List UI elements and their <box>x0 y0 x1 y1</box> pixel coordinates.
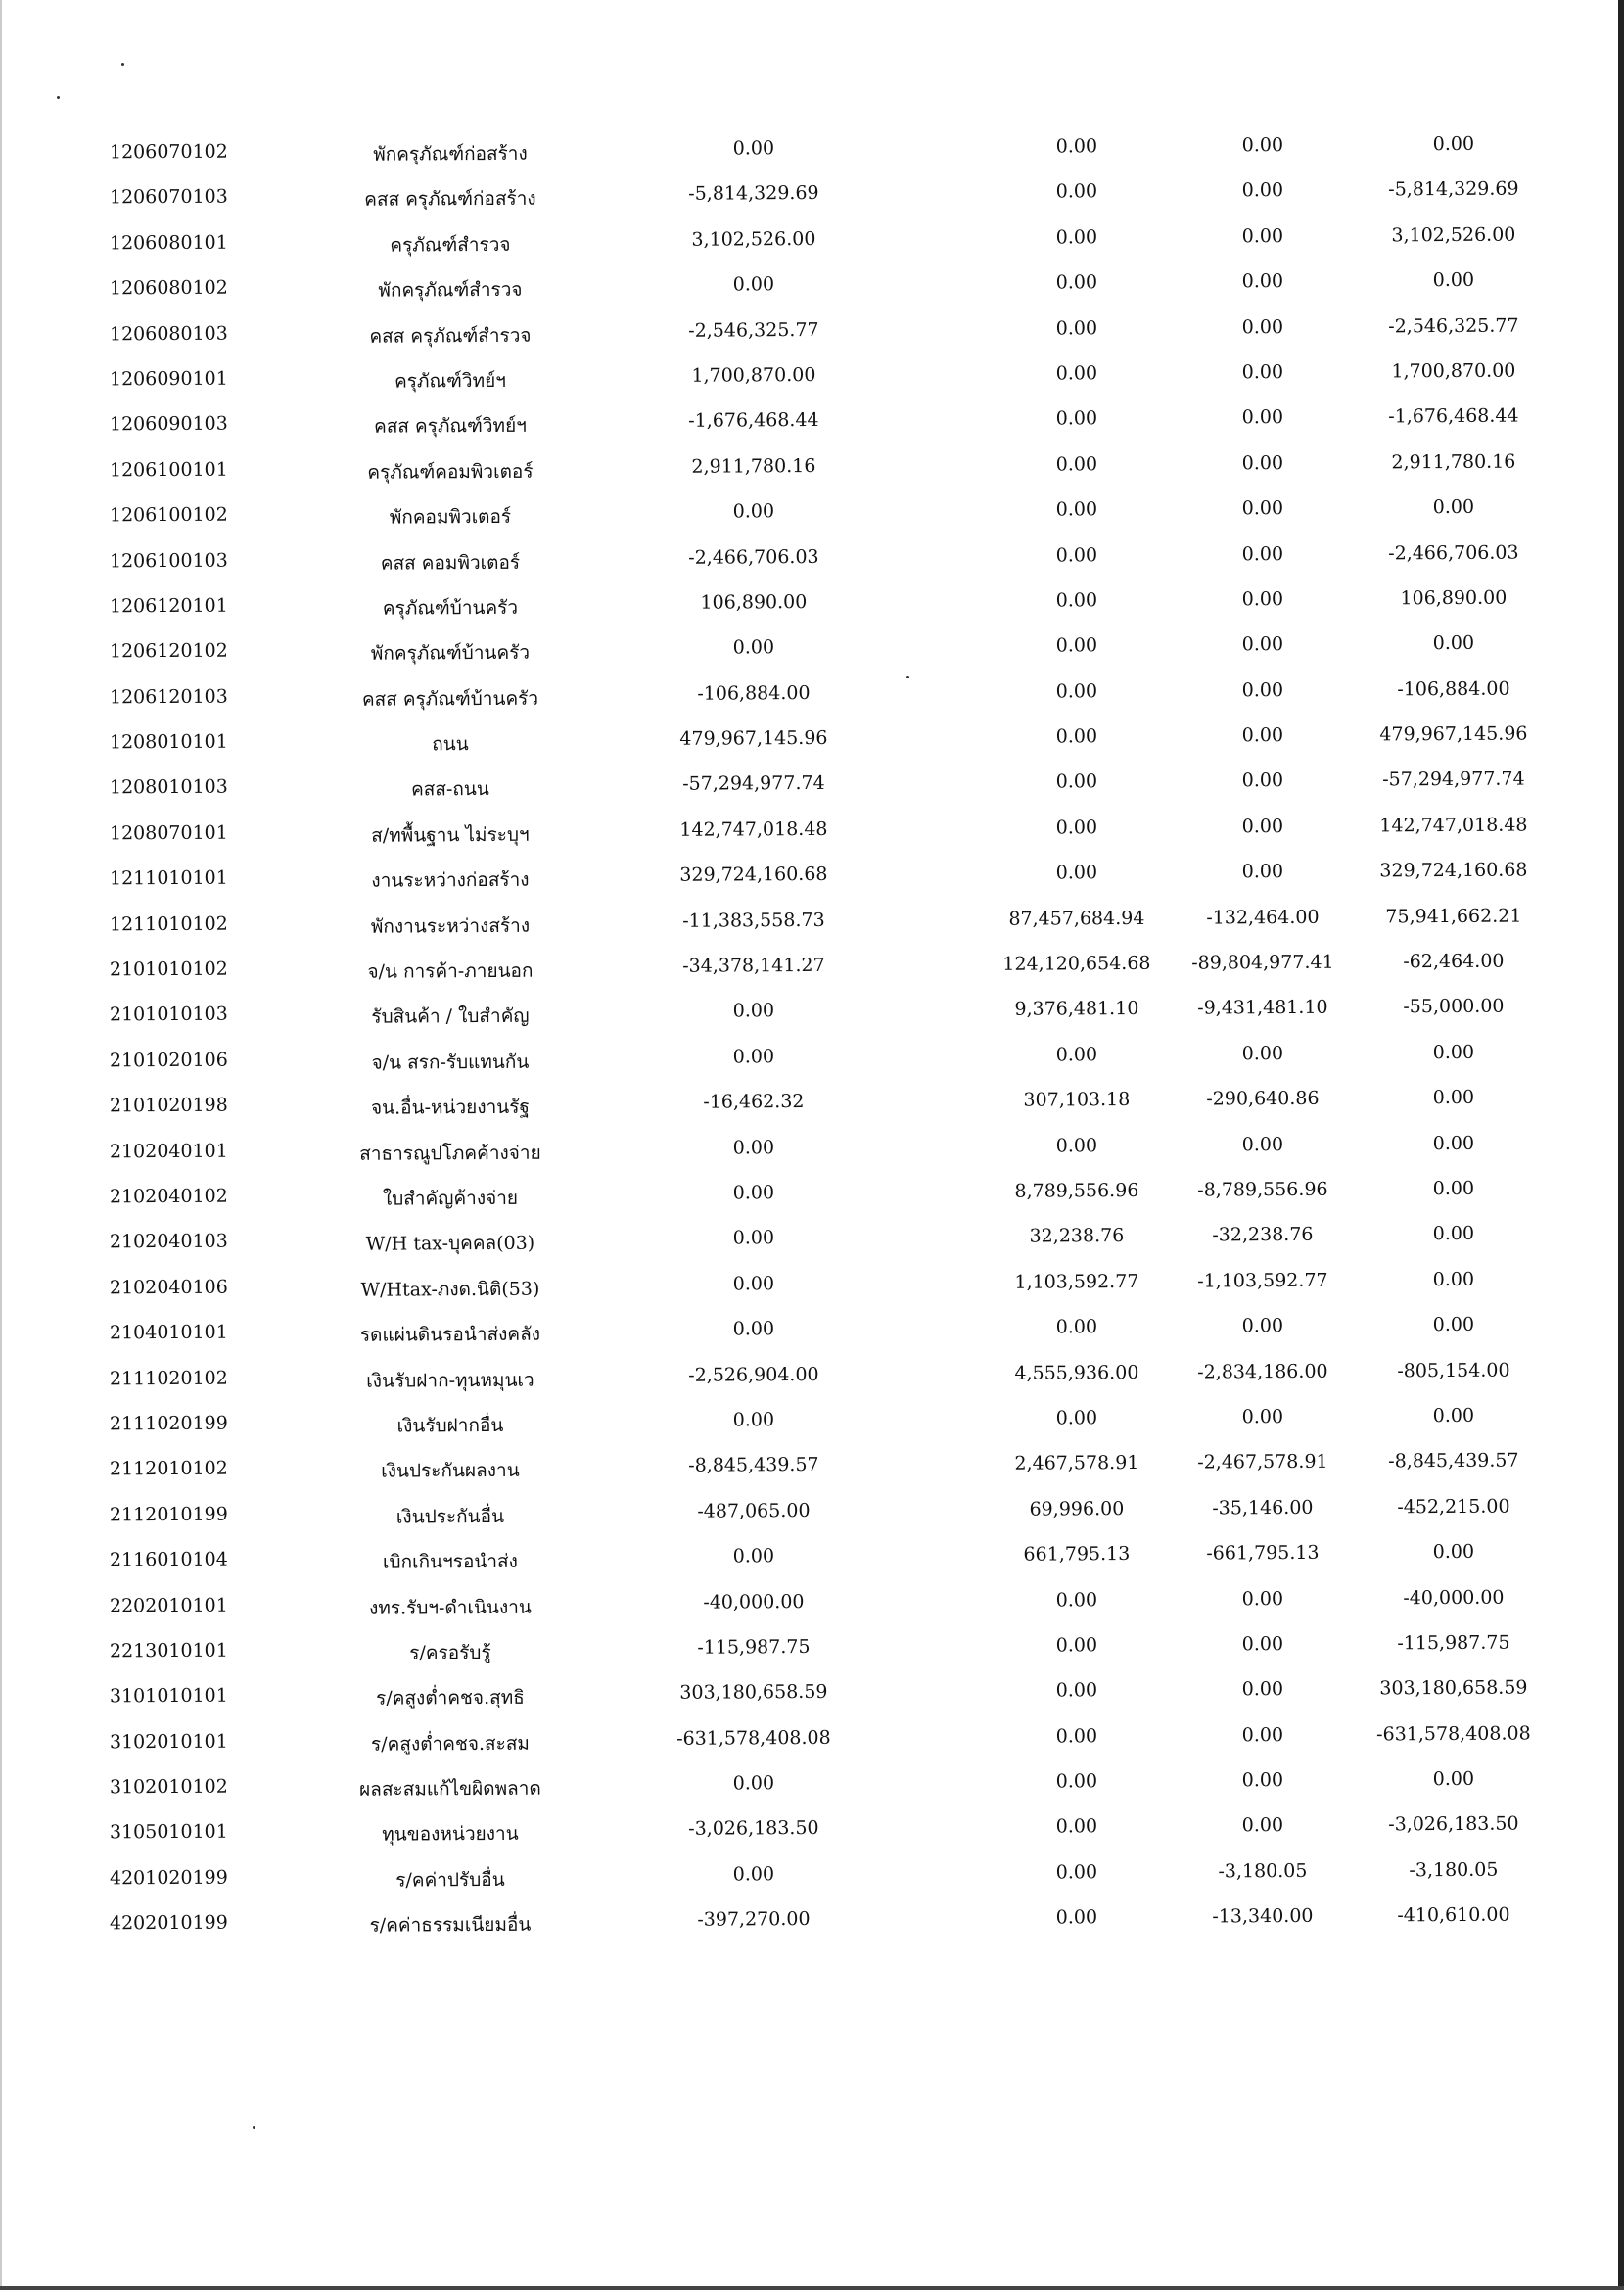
account-name: ครุภัณฑ์คอมพิวเตอร์ <box>367 460 534 484</box>
opening-balance: -8,845,439.57 <box>688 1454 819 1477</box>
opening-balance: -3,026,183.50 <box>688 1817 819 1841</box>
opening-balance: 0.00 <box>732 1545 775 1567</box>
credit-amount: 0.00 <box>1241 770 1284 792</box>
debit-amount: 0.00 <box>1055 316 1098 340</box>
account-name: คสส ครุภัณฑ์วิทย์ฯ <box>374 415 527 439</box>
ending-balance: 0.00 <box>1432 1041 1475 1063</box>
account-name: รับสินค้า / ใบสำคัญ <box>371 1005 530 1029</box>
account-code: 1206070102 <box>109 140 228 164</box>
opening-balance: 0.00 <box>732 1772 775 1795</box>
opening-balance: 142,747,018.48 <box>679 818 828 841</box>
account-code: 2102040102 <box>109 1185 228 1208</box>
ending-balance: -115,987.75 <box>1397 1631 1510 1655</box>
credit-amount: 0.00 <box>1241 861 1284 883</box>
ending-balance: -106,884.00 <box>1397 678 1510 701</box>
credit-amount: 0.00 <box>1241 815 1284 838</box>
opening-balance: -106,884.00 <box>697 681 811 705</box>
debit-amount: 0.00 <box>1055 362 1098 385</box>
credit-amount: 0.00 <box>1241 1678 1284 1701</box>
account-name: คสส ครุภัณฑ์สำรวจ <box>369 324 532 348</box>
account-name: สาธารณูปโภคค้างจ่าย <box>359 1142 541 1165</box>
account-name: คสส คอมพิวเตอร์ <box>380 551 521 575</box>
ending-balance: 0.00 <box>1432 1313 1475 1336</box>
credit-amount: 0.00 <box>1241 542 1284 565</box>
credit-amount: -2,834,186.00 <box>1197 1360 1328 1383</box>
ending-balance: 0.00 <box>1432 632 1475 655</box>
credit-amount: 0.00 <box>1241 406 1284 429</box>
credit-amount: 0.00 <box>1241 587 1284 611</box>
debit-amount: 661,795.13 <box>1023 1543 1131 1566</box>
ending-balance: -2,546,325.77 <box>1388 314 1519 337</box>
debit-amount: 0.00 <box>1055 589 1098 612</box>
account-code: 1206100101 <box>109 458 228 482</box>
account-name: คสส ครุภัณฑ์ก่อสร้าง <box>364 188 536 211</box>
debit-amount: 4,555,936.00 <box>1014 1361 1139 1384</box>
credit-amount: 0.00 <box>1241 1814 1284 1837</box>
account-name: พักครุภัณฑ์ก่อสร้าง <box>373 142 528 165</box>
credit-amount: 0.00 <box>1241 1405 1284 1428</box>
credit-amount: -35,146.00 <box>1212 1496 1314 1519</box>
ending-balance: -631,578,408.08 <box>1376 1722 1531 1746</box>
opening-balance: 0.00 <box>732 1863 775 1886</box>
credit-amount: 0.00 <box>1241 1315 1284 1337</box>
account-code: 4202010199 <box>109 1911 228 1935</box>
opening-balance: 0.00 <box>732 1318 775 1340</box>
account-name: ครุภัณฑ์บ้านครัว <box>382 596 519 620</box>
account-code: 1206120103 <box>109 685 228 709</box>
account-name: จ/น สรก-รับแทนกัน <box>371 1051 530 1074</box>
account-code: 1206080103 <box>109 322 228 345</box>
ending-balance: 329,724,160.68 <box>1379 859 1528 882</box>
opening-balance: 0.00 <box>732 1000 775 1022</box>
ending-balance: 0.00 <box>1432 1268 1475 1290</box>
credit-amount: 0.00 <box>1241 134 1284 157</box>
debit-amount: 0.00 <box>1055 1044 1098 1066</box>
debit-amount: 0.00 <box>1055 634 1098 657</box>
ending-balance: -1,676,468.44 <box>1388 404 1519 428</box>
opening-balance: -2,466,706.03 <box>688 545 819 569</box>
account-name: ผลสะสมแก้ไขผิดพลาด <box>359 1777 541 1800</box>
debit-amount: 0.00 <box>1055 1861 1098 1884</box>
credit-amount: 0.00 <box>1241 1723 1284 1746</box>
debit-amount: 69,996.00 <box>1029 1497 1125 1520</box>
ending-balance: -805,154.00 <box>1397 1359 1510 1381</box>
account-name: จน.อื่น-หน่วยงานรัฐ <box>370 1096 530 1119</box>
trial-balance-table <box>0 132 1615 1954</box>
account-code: 2112010102 <box>109 1457 228 1480</box>
ending-balance: 0.00 <box>1432 1177 1475 1200</box>
ending-balance: 0.00 <box>1432 1132 1475 1154</box>
account-name: จ/น การค้า-ภายนอก <box>367 959 534 983</box>
opening-balance: 0.00 <box>732 137 775 160</box>
account-name: คสส ครุภัณฑ์บ้านครัว <box>361 687 539 711</box>
account-name: เงินรับฝากอื่น <box>396 1414 504 1437</box>
opening-balance: 106,890.00 <box>700 590 808 614</box>
credit-amount: -2,467,578.91 <box>1197 1451 1328 1473</box>
credit-amount: 0.00 <box>1241 270 1284 293</box>
opening-balance: 0.00 <box>732 1136 775 1159</box>
debit-amount: 0.00 <box>1055 1316 1098 1338</box>
account-name: ร/ครอรับรู้ <box>409 1641 491 1664</box>
credit-amount: 0.00 <box>1241 724 1284 747</box>
debit-amount: 0.00 <box>1055 1634 1098 1657</box>
account-code: 1206090103 <box>109 412 228 436</box>
credit-amount: 0.00 <box>1241 678 1284 701</box>
account-code: 1206080101 <box>109 231 228 255</box>
account-name: W/H tax-บุคคล(03) <box>365 1233 535 1256</box>
credit-amount: 0.00 <box>1241 1632 1284 1656</box>
account-code: 2213010101 <box>109 1639 228 1662</box>
credit-amount: -13,340.00 <box>1212 1905 1314 1928</box>
ending-balance: -2,466,706.03 <box>1388 541 1519 564</box>
debit-amount: 9,376,481.10 <box>1014 998 1139 1021</box>
ending-balance: 106,890.00 <box>1400 586 1508 610</box>
debit-amount: 0.00 <box>1055 1770 1098 1793</box>
opening-balance: 0.00 <box>732 500 775 523</box>
account-code: 1206090101 <box>109 367 228 391</box>
ending-balance: -8,845,439.57 <box>1388 1449 1519 1472</box>
ending-balance: -57,294,977.74 <box>1382 768 1525 791</box>
opening-balance: 479,967,145.96 <box>679 726 828 750</box>
ending-balance: 0.00 <box>1432 1087 1475 1109</box>
account-code: 1206100103 <box>109 549 228 572</box>
ending-balance: 0.00 <box>1432 1540 1475 1564</box>
ending-balance: -40,000.00 <box>1403 1586 1505 1609</box>
scan-speck <box>253 2126 255 2129</box>
account-code: 1208070101 <box>109 821 228 845</box>
account-name: พักงานระหว่างสร้าง <box>370 914 531 938</box>
opening-balance: -631,578,408.08 <box>676 1726 831 1750</box>
account-name: เงินประกันผลงาน <box>381 1460 520 1482</box>
credit-amount: -32,238.76 <box>1212 1224 1314 1246</box>
debit-amount: 0.00 <box>1055 1815 1098 1838</box>
ending-balance: 1,700,870.00 <box>1391 359 1516 383</box>
account-code: 1206070103 <box>109 186 228 209</box>
debit-amount: 0.00 <box>1055 407 1098 430</box>
debit-amount: 8,789,556.96 <box>1014 1179 1139 1202</box>
account-code: 2104010101 <box>109 1321 228 1344</box>
credit-amount: 0.00 <box>1241 179 1284 202</box>
account-code: 1211010102 <box>109 912 228 935</box>
account-name: ครุภัณฑ์วิทย์ฯ <box>394 369 506 393</box>
opening-balance: -2,546,325.77 <box>688 318 819 342</box>
account-name: ร/คสูงต่ำคชจ.สุทธิ <box>376 1687 525 1709</box>
account-name: พักครุภัณฑ์บ้านครัว <box>370 642 531 666</box>
credit-amount: 0.00 <box>1241 1042 1284 1065</box>
ending-balance: 0.00 <box>1432 1767 1475 1791</box>
debit-amount: 0.00 <box>1055 1588 1098 1611</box>
debit-amount: 0.00 <box>1055 498 1098 521</box>
opening-balance: 2,911,780.16 <box>691 454 816 478</box>
account-code: 4201020199 <box>109 1866 228 1890</box>
debit-amount: 307,103.18 <box>1023 1089 1131 1111</box>
ending-balance: 3,102,526.00 <box>1391 223 1516 247</box>
credit-amount: 0.00 <box>1241 497 1284 520</box>
opening-balance: -487,065.00 <box>697 1499 811 1522</box>
opening-balance: 329,724,160.68 <box>679 864 828 887</box>
account-code: 2101010102 <box>109 958 228 981</box>
opening-balance: 0.00 <box>732 1227 775 1249</box>
account-name: ทุนของหน่วยงาน <box>382 1823 519 1846</box>
account-name: เงินประกันอื่น <box>395 1505 505 1528</box>
debit-amount: 2,467,578.91 <box>1014 1452 1139 1475</box>
ending-balance: -3,180.05 <box>1409 1858 1499 1882</box>
credit-amount: -661,795.13 <box>1206 1541 1320 1565</box>
ending-balance: 0.00 <box>1432 1404 1475 1427</box>
account-code: 2101010103 <box>109 1004 228 1026</box>
credit-amount: 0.00 <box>1241 451 1284 475</box>
account-name: ร/คสูงต่ำคชจ.สะสม <box>370 1732 530 1755</box>
debit-amount: 0.00 <box>1055 1906 1098 1929</box>
account-code: 1211010101 <box>109 866 228 890</box>
account-code: 2101020106 <box>109 1049 228 1072</box>
credit-amount: 0.00 <box>1241 315 1284 338</box>
opening-balance: -5,814,329.69 <box>688 182 819 206</box>
credit-amount: -132,464.00 <box>1206 906 1320 929</box>
debit-amount: 0.00 <box>1055 817 1098 839</box>
account-name: เงินรับฝาก-ทุนหมุนเว <box>366 1369 534 1392</box>
opening-balance: -1,676,468.44 <box>688 409 819 433</box>
account-name: งานระหว่างก่อสร้าง <box>371 868 530 892</box>
ending-balance: 0.00 <box>1432 269 1475 292</box>
account-code: 1208010101 <box>109 730 228 754</box>
account-code: 2111020199 <box>109 1412 228 1435</box>
account-code: 1206080102 <box>109 276 228 300</box>
debit-amount: 32,238.76 <box>1029 1225 1125 1247</box>
account-code: 3101010101 <box>109 1684 228 1707</box>
opening-balance: 1,700,870.00 <box>691 363 816 387</box>
opening-balance: -40,000.00 <box>703 1590 805 1613</box>
account-name: เบิกเกินฯรอนำส่ง <box>382 1550 518 1573</box>
opening-balance: -115,987.75 <box>697 1635 811 1659</box>
ending-balance: 0.00 <box>1432 495 1475 519</box>
debit-amount: 0.00 <box>1055 225 1098 249</box>
account-code: 2202010101 <box>109 1594 228 1616</box>
account-name: คสส-ถนน <box>410 778 489 801</box>
ending-balance: 2,911,780.16 <box>1391 450 1516 474</box>
ending-balance: 75,941,662.21 <box>1385 905 1522 928</box>
debit-amount: 0.00 <box>1055 543 1098 566</box>
opening-balance: -2,526,904.00 <box>688 1363 819 1386</box>
account-code: 2111020102 <box>109 1367 228 1389</box>
credit-amount: -89,804,977.41 <box>1191 951 1334 974</box>
ending-balance: 0.00 <box>1432 1223 1475 1245</box>
opening-balance: 3,102,526.00 <box>691 227 816 251</box>
debit-amount: 0.00 <box>1055 271 1098 294</box>
opening-balance: -16,462.32 <box>703 1091 805 1113</box>
debit-amount: 0.00 <box>1055 679 1098 703</box>
debit-amount: 87,457,684.94 <box>1008 907 1145 930</box>
debit-amount: 0.00 <box>1055 1134 1098 1157</box>
credit-amount: 0.00 <box>1241 224 1284 248</box>
account-name: ร/คค่าปรับอื่น <box>395 1868 505 1892</box>
ending-balance: -62,464.00 <box>1403 950 1505 973</box>
ending-balance: -55,000.00 <box>1403 996 1505 1018</box>
account-name: รดแผ่นดินรอนำส่งคลัง <box>359 1323 541 1346</box>
account-name: ใบสำคัญค้างจ่าย <box>382 1187 519 1210</box>
debit-amount: 0.00 <box>1055 771 1098 793</box>
credit-amount: 0.00 <box>1241 1587 1284 1610</box>
ending-balance: -5,814,329.69 <box>1388 177 1519 201</box>
credit-amount: 0.00 <box>1241 1133 1284 1155</box>
account-code: 1206100102 <box>109 503 228 527</box>
credit-amount: -290,640.86 <box>1206 1088 1320 1110</box>
debit-amount: 0.00 <box>1055 862 1098 884</box>
scan-speck <box>57 96 60 99</box>
credit-amount: 0.00 <box>1241 360 1284 384</box>
debit-amount: 0.00 <box>1055 180 1098 203</box>
ending-balance: 0.00 <box>1432 132 1475 156</box>
debit-amount: 0.00 <box>1055 135 1098 158</box>
ending-balance: 303,180,658.59 <box>1379 1676 1528 1700</box>
account-name: ครุภัณฑ์สำรวจ <box>390 233 511 257</box>
opening-balance: -397,270.00 <box>697 1908 811 1931</box>
account-name: งทร.รับฯ-ดำเนินงาน <box>368 1596 532 1619</box>
ending-balance: 479,967,145.96 <box>1379 723 1528 746</box>
account-code: 3102010102 <box>109 1775 228 1799</box>
account-code: 2116010104 <box>109 1548 228 1571</box>
debit-amount: 0.00 <box>1055 452 1098 476</box>
account-name: ร/คค่าธรรมเนียมอื่น <box>369 1913 532 1937</box>
opening-balance: -34,378,141.27 <box>682 954 825 977</box>
page-right-edge <box>1618 0 1624 2290</box>
debit-amount: 0.00 <box>1055 725 1098 748</box>
ending-balance: -3,026,183.50 <box>1388 1813 1519 1836</box>
account-code: 2101020198 <box>109 1094 228 1117</box>
account-code: 2102040103 <box>109 1230 228 1253</box>
scan-speck <box>121 63 124 66</box>
account-name: พักครุภัณฑ์สำรวจ <box>378 278 523 302</box>
account-name: ส/ทพื้นฐาน ไม่ระบุฯ <box>371 823 530 847</box>
debit-amount: 1,103,592.77 <box>1014 1270 1139 1293</box>
credit-amount: 0.00 <box>1241 633 1284 656</box>
opening-balance: -57,294,977.74 <box>682 772 825 796</box>
opening-balance: -11,383,558.73 <box>682 909 825 932</box>
opening-balance: 0.00 <box>732 273 775 296</box>
account-code: 1206120101 <box>109 594 228 618</box>
account-code: 3102010101 <box>109 1730 228 1753</box>
credit-amount: -1,103,592.77 <box>1197 1269 1328 1292</box>
page-bottom-edge <box>0 2286 1624 2290</box>
debit-amount: 0.00 <box>1055 1407 1098 1429</box>
opening-balance: 0.00 <box>732 1182 775 1204</box>
account-code: 2102040106 <box>109 1276 228 1299</box>
opening-balance: 0.00 <box>732 1272 775 1295</box>
credit-amount: 0.00 <box>1241 1769 1284 1792</box>
opening-balance: 0.00 <box>732 1046 775 1068</box>
credit-amount: -3,180.05 <box>1218 1859 1308 1883</box>
debit-amount: 0.00 <box>1055 1679 1098 1702</box>
table-row <box>0 1903 1615 1958</box>
opening-balance: 0.00 <box>732 1409 775 1431</box>
account-code: 3105010101 <box>109 1821 228 1844</box>
ending-balance: 142,747,018.48 <box>1379 814 1528 837</box>
account-name: พักคอมพิวเตอร์ <box>389 505 512 529</box>
account-name: W/Htax-ภงด.นิติ(53) <box>360 1278 540 1301</box>
ending-balance: -452,215.00 <box>1397 1495 1510 1519</box>
debit-amount: 0.00 <box>1055 1724 1098 1748</box>
account-code: 1206120102 <box>109 639 228 663</box>
credit-amount: -8,789,556.96 <box>1197 1178 1328 1201</box>
account-code: 2112010199 <box>109 1503 228 1526</box>
opening-balance: 303,180,658.59 <box>679 1681 828 1705</box>
debit-amount: 124,120,654.68 <box>1002 952 1151 975</box>
ending-balance: -410,610.00 <box>1397 1903 1510 1927</box>
account-code: 2102040101 <box>109 1140 228 1162</box>
credit-amount: -9,431,481.10 <box>1197 997 1328 1019</box>
account-name: ถนน <box>432 733 469 756</box>
opening-balance: 0.00 <box>732 636 775 659</box>
account-code: 1208010103 <box>109 776 228 799</box>
